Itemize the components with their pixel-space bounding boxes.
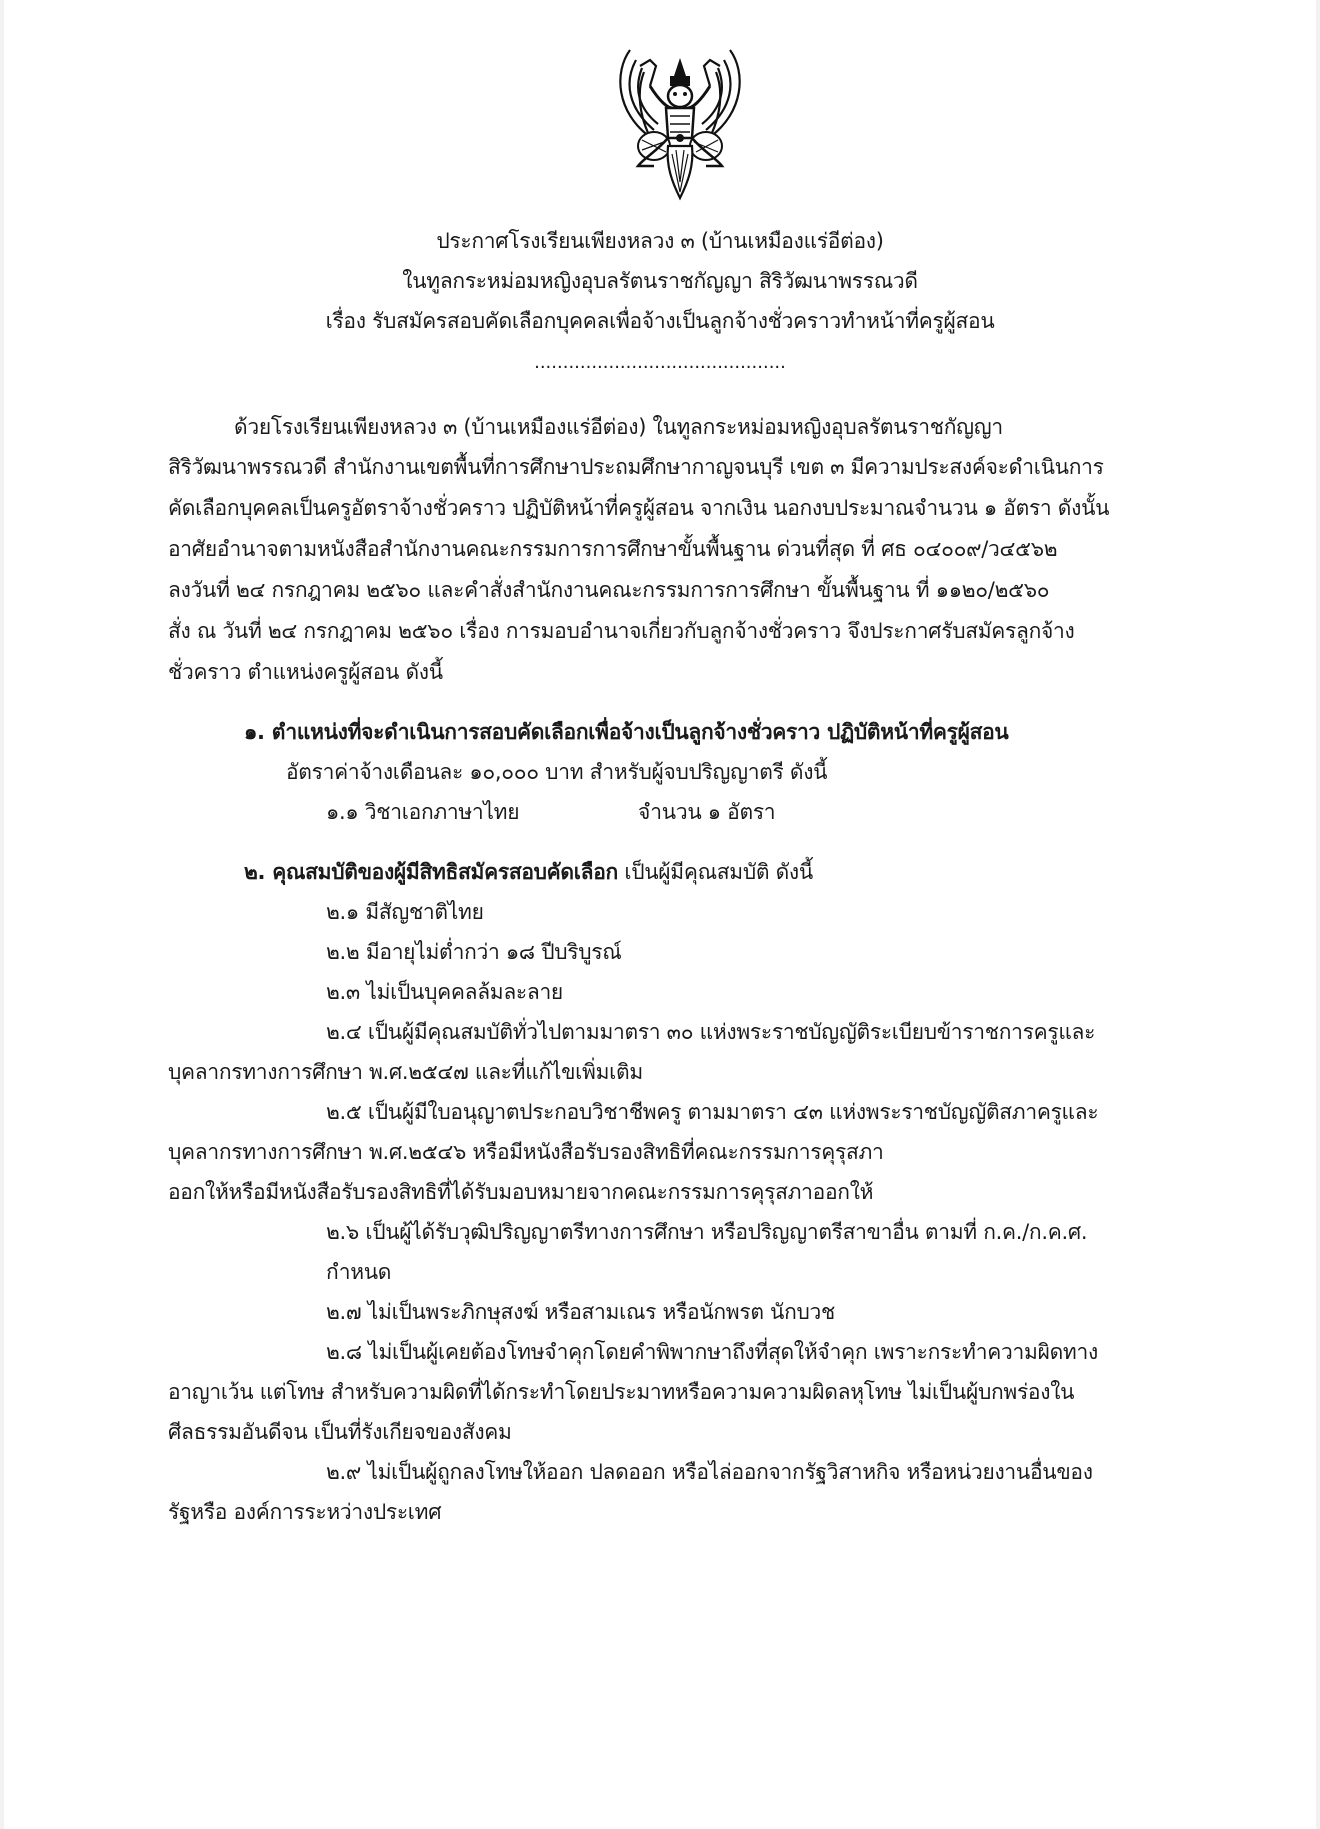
qualification-line: ๒.๑ มีสัญชาติไทย <box>326 900 484 924</box>
salary-line: อัตราค่าจ้างเดือนละ ๑๐,๐๐๐ บาท สำหรับผู้จบปริญญาตรี ดังนี้ <box>286 760 828 784</box>
intro-line: ชั่วคราว ตำแหน่งครูผู้สอน ดังนี้ <box>168 660 443 684</box>
position-count: จำนวน ๑ อัตรา <box>638 800 776 824</box>
qualification-line: ๒.๒ มีอายุไม่ต่ำกว่า ๑๘ ปีบริบูรณ์ <box>326 940 622 964</box>
section-2-heading-rest: เป็นผู้มีคุณสมบัติ ดังนี้ <box>624 860 813 884</box>
qualification-line: ๒.๕ เป็นผู้มีใบอนุญาตประกอบวิชาชีพครู ตามมาตรา ๔๓ แห่งพระราชบัญญัติสภาครูและ <box>326 1100 1099 1124</box>
qualification-line: ๒.๘ ไม่เป็นผู้เคยต้องโทษจำคุกโดยคำพิพากษาถึงที่สุดให้จำคุก เพราะกระทำความผิดทาง <box>326 1340 1098 1364</box>
document-page <box>4 0 1316 1829</box>
qualification-line: ๒.๖ เป็นผู้ได้รับวุฒิปริญญาตรีทางการศึกษา หรือปริญญาตรีสาขาอื่น ตามที่ ก.ค./ก.ค.ศ. <box>326 1220 1088 1244</box>
position-subject: ๑.๑ วิชาเอกภาษาไทย <box>326 800 520 824</box>
qualification-line: กำหนด <box>326 1260 392 1284</box>
qualification-line: อาญาเว้น แต่โทษ สำหรับความผิดที่ได้กระทำโดยประมาทหรือความความผิดลหุโทษ ไม่เป็นผู้บกพร่องใน <box>168 1380 1075 1404</box>
qualification-line: ๒.๗ ไม่เป็นพระภิกษุสงฆ์ หรือสามเณร หรือนักพรต นักบวช <box>326 1300 835 1324</box>
qualification-line: รัฐหรือ องค์การระหว่างประเทศ <box>168 1500 442 1524</box>
qualification-line: ๒.๔ เป็นผู้มีคุณสมบัติทั่วไปตามมาตรา ๓๐ แห่งพระราชบัญญัติระเบียบข้าราชการครูและ <box>326 1020 1096 1044</box>
qualification-line: ๒.๓ ไม่เป็นบุคคลล้มละลาย <box>326 980 563 1004</box>
section-2-heading-bold: ๒. คุณสมบัติของผู้มีสิทธิสมัครสอบคัดเลือก <box>244 860 618 884</box>
section-1-heading: ๑. ตำแหน่งที่จะดำเนินการสอบคัดเลือกเพื่อจ้างเป็นลูกจ้างชั่วคราว ปฏิบัติหน้าที่ครูผู้สอน <box>244 720 1009 744</box>
intro-line: อาศัยอำนาจตามหนังสือสำนักงานคณะกรรมการการศึกษาขั้นพื้นฐาน ด่วนที่สุด ที่ ศธ ๐๔๐๐๙/ว๔๕๖๒ <box>168 537 1058 561</box>
qualification-line: ออกให้หรือมีหนังสือรับรองสิทธิที่ได้รับมอบหมายจากคณะกรรมการคุรุสภาออกให้ <box>168 1180 874 1204</box>
qualification-line: ๒.๙ ไม่เป็นผู้ถูกลงโทษให้ออก ปลดออก หรือไล่ออกจากรัฐวิสาหกิจ หรือหน่วยงานอื่นของ <box>326 1460 1093 1484</box>
header-separator: ............................................ <box>534 352 786 373</box>
intro-line: ลงวันที่ ๒๔ กรกฎาคม ๒๕๖๐ และคำสั่งสำนักงานคณะกรรมการการศึกษา ขั้นพื้นฐาน ที่ ๑๑๒๐/๒๕๖๐ <box>168 578 1050 602</box>
intro-line: คัดเลือกบุคคลเป็นครูอัตราจ้างชั่วคราว ปฏิบัติหน้าที่ครูผู้สอน จากเงิน นอกงบประมาณจำนวน ๑ อัตรา ดังนั้น <box>168 496 1110 520</box>
announcement-title-line2: ในทูลกระหม่อมหญิงอุบลรัตนราชกัญญา สิริวัฒนาพรรณวดี <box>402 269 918 293</box>
intro-line: ด้วยโรงเรียนเพียงหลวง ๓ (บ้านเหมืองแร่อีต่อง) ในทูลกระหม่อมหญิงอุบลรัตนราชกัญญา <box>234 415 1003 439</box>
announcement-title: ประกาศโรงเรียนเพียงหลวง ๓ (บ้านเหมืองแร่อีต่อง) <box>436 229 884 253</box>
qualification-line: บุคลากรทางการศึกษา พ.ศ.๒๕๔๖ หรือมีหนังสือรับรองสิทธิที่คณะกรรมการคุรุสภา <box>168 1140 884 1164</box>
qualification-line: บุคลากรทางการศึกษา พ.ศ.๒๕๔๗ และที่แก้ไขเพิ่มเติม <box>168 1060 643 1084</box>
announcement-subject: เรื่อง รับสมัครสอบคัดเลือกบุคคลเพื่อจ้างเป็นลูกจ้างชั่วคราวทำหน้าที่ครูผู้สอน <box>325 309 995 333</box>
qualification-line: ศีลธรรมอันดีจน เป็นที่รังเกียจของสังคม <box>168 1420 512 1444</box>
garuda-emblem-icon <box>610 42 750 202</box>
section-2-heading <box>244 857 813 887</box>
intro-line: สั่ง ณ วันที่ ๒๔ กรกฎาคม ๒๕๖๐ เรื่อง การมอบอำนาจเกี่ยวกับลูกจ้างชั่วคราว จึงประกาศรับสมัครลูกจ้าง <box>168 619 1075 643</box>
intro-line: สิริวัฒนาพรรณวดี สำนักงานเขตพื้นที่การศึกษาประถมศึกษากาญจนบุรี เขต ๓ มีความประสงค์จะดำเนินการ <box>168 455 1104 479</box>
